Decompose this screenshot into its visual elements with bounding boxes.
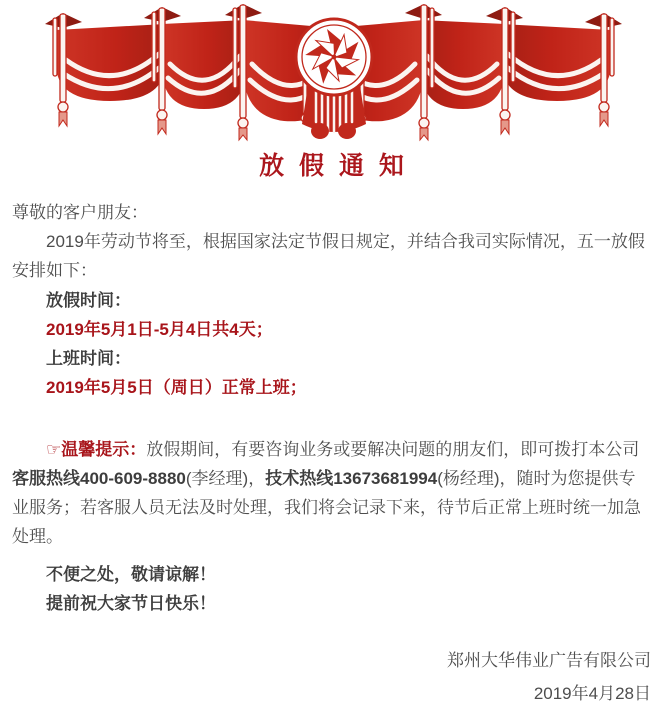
work-time-label: 上班时间： (46, 349, 131, 369)
customer-service-hotline: 客服热线400-609-8880 (12, 468, 186, 488)
wish-line: 提前祝大家节日快乐！ (46, 593, 216, 613)
apology-line: 不便之处，敬请谅解！ (46, 564, 216, 584)
curtain-half (45, 4, 334, 140)
warm-tip-paragraph (12, 435, 651, 552)
notice-body (0, 182, 667, 702)
tip-text: (杨经理)，随时为您提供专业服务；若客服人员无法及时处理，我们将会记录下来，待节后正常上班时统一加急处理。 (12, 468, 641, 547)
tip-text: 放假期间，有要咨询业务或要解决问题的朋友们，即可拨打本公司 (146, 439, 640, 459)
intro-paragraph: 2019年劳动节将至，根据国家法定节假日规定，并结合我司实际情况，五一放假安排如下： (12, 232, 645, 281)
warm-tip-label: 温馨提示： (61, 439, 147, 459)
holiday-time-value: 2019年5月1日-5月4日共4天； (46, 319, 273, 339)
company-name: 郑州大华伟业广告有限公司 (447, 651, 651, 671)
red-curtain-banner (0, 0, 667, 142)
greeting-line: 尊敬的客户朋友： (12, 203, 148, 222)
work-time-value: 2019年5月5日（周日）正常上班； (46, 378, 307, 398)
tech-hotline: 技术热线13673681994 (265, 468, 438, 488)
holiday-time-label: 放假时间： (46, 290, 131, 310)
pointing-hand-icon: ☞ (46, 439, 62, 459)
pinwheel-emblem-icon (296, 19, 372, 139)
tip-text: (李经理)， (185, 468, 266, 488)
page-title: 放 假 通 知 (259, 152, 408, 180)
notice-date: 2019年4月28日 (533, 684, 651, 702)
signature-block (12, 644, 651, 702)
